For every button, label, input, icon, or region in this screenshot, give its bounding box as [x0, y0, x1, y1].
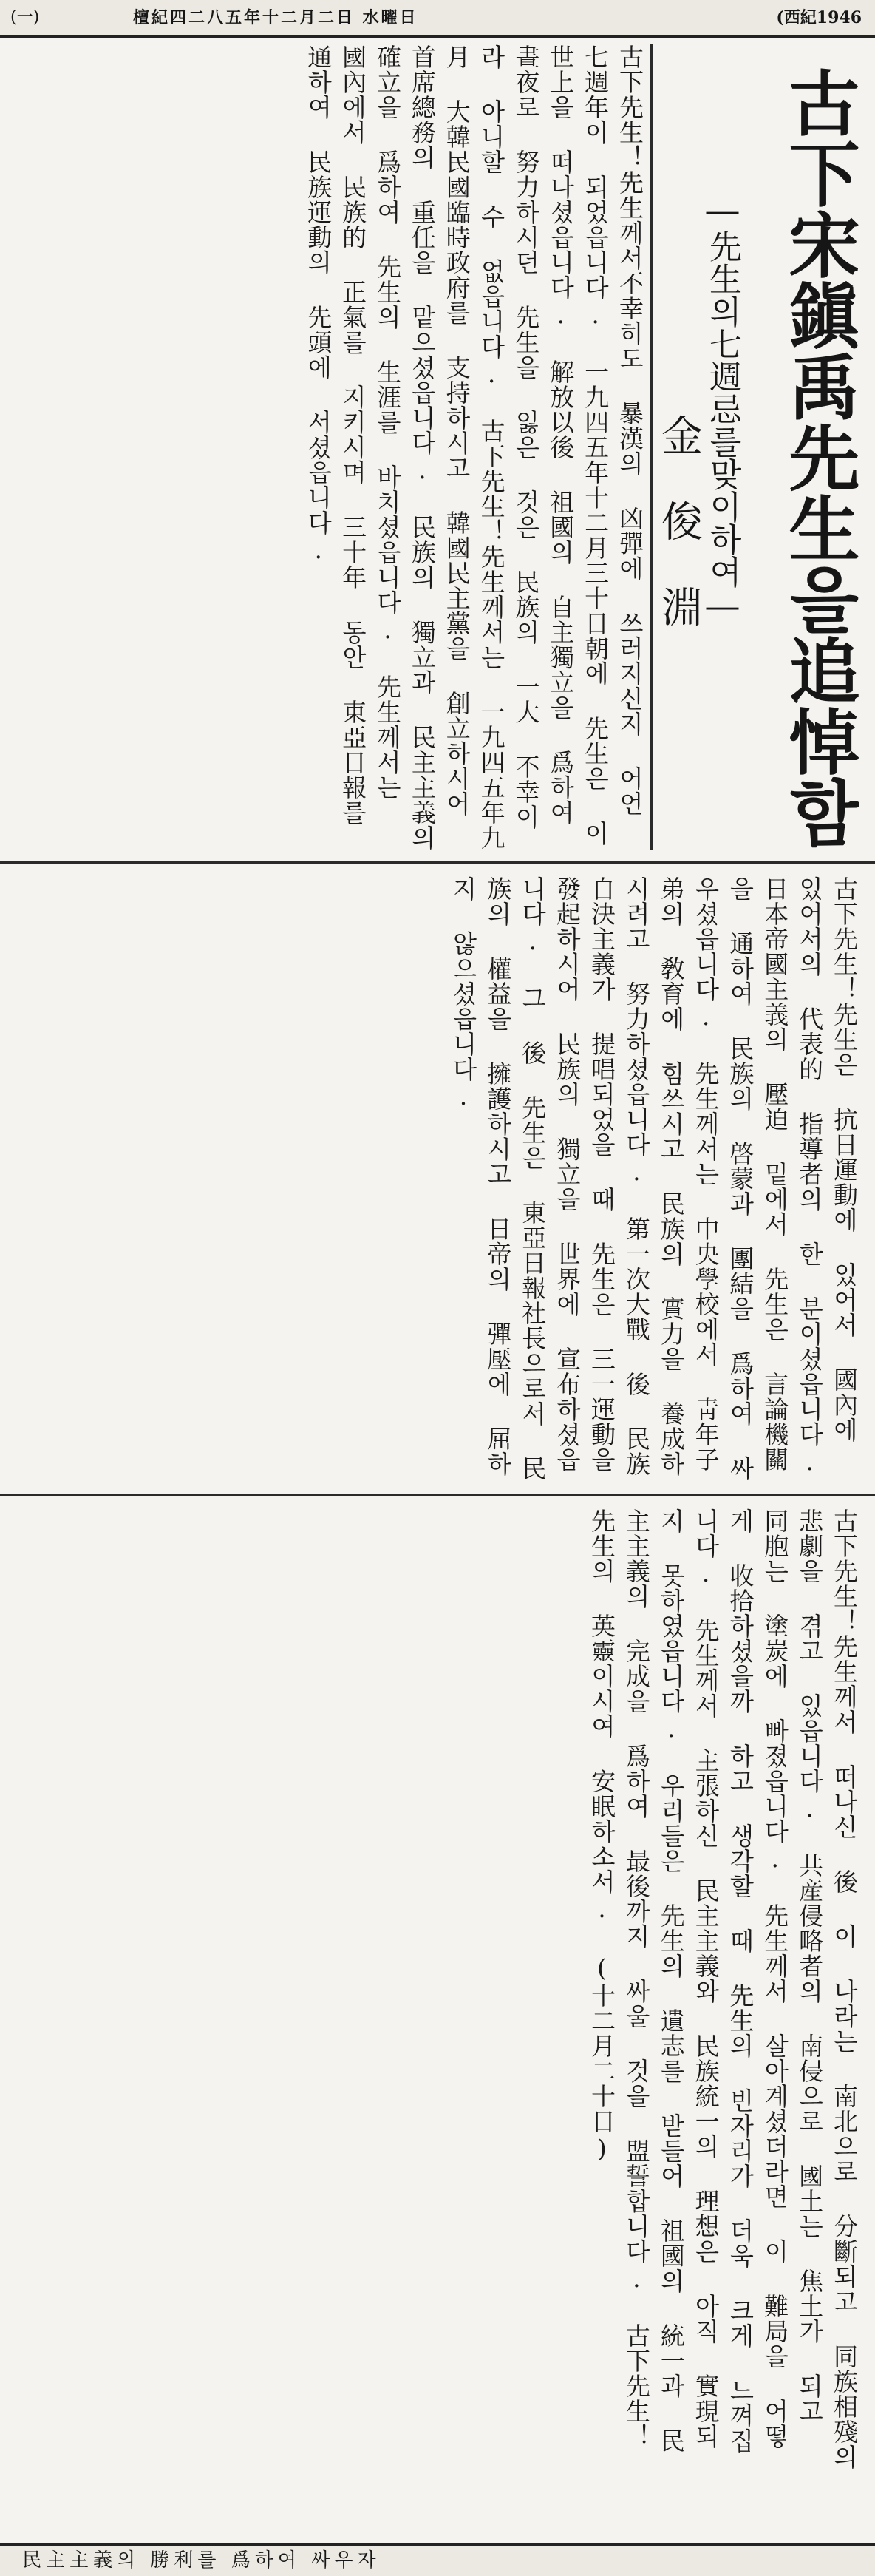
- article-author: 金俊淵: [655, 414, 703, 671]
- article-body-block-2: 古下先生！先生은 抗日運動에 있어서 國內에 있어서의 代表的 指導者의 한 분이셨읍니다. 日本帝國主義의 壓迫 밑에서 先生은 言論機關을 通하여 民族의 啓蒙과 團結을 爲하여 싸우셨읍니다. 先生께서는 中央學校에서 靑年子弟의 敎育에 힘쓰시고 民族의 實力을 養成하시려고 努力하셨읍니다. 第一次大戰 後 民族自決主義가 提唱되었을 때 先生은 三一運動을 發起하시어 民族의 獨立을 世界에 宣布하셨읍니다. 그 後 先生은 東亞日報社長으로서 民族의 權益을 擁護하시고 日帝의 彈壓에 屈하지 않으셨읍니다.: [449, 876, 859, 1481]
- footer-strip: [0, 2543, 875, 2576]
- article-body-block-3: 古下先生！先生께서 떠나신 後 이 나라는 南北으로 分斷되고 同族相殘의 悲劇을 겪고 있읍니다. 共産侵略者의 南侵으로 國土는 焦土가 되고 同胞는 塗炭에 빠졌읍니다. 先生께서 살아계셨더라면 이 難局을 어떻게 收拾하셨을까 하고 생각할 때 先生의 빈자리가 더욱 크게 느껴집니다. 先生께서 主張하신 民主主義와 民族統一의 理想은 아직 實現되지 못하였읍니다. 우리들은 先生의 遺志를 받들어 祖國의 統一과 民主主義의 完成을 爲하여 最後까지 싸울 것을 盟誓합니다. 古下先生！ 先生의 英靈이시여 安眠하소서. (十二月二十日): [587, 1508, 859, 2470]
- section-divider-1: [0, 861, 875, 864]
- article-title: 古下宋鎭禹先生을追悼함: [777, 67, 861, 847]
- issue-date: 檀紀四二八五年十二月二日 水曜日: [133, 8, 418, 27]
- masthead-strip: [0, 0, 875, 38]
- western-year: (西紀1946: [776, 8, 862, 27]
- footer-text: 民主主義의 勝利를 爲하여 싸우자: [22, 2549, 381, 2572]
- section-divider-2: [0, 1494, 875, 1496]
- title-divider: [650, 44, 653, 850]
- article-body-block-1: 古下先生！先生께서不幸히도 暴漢의 凶彈에 쓰러지신지 어언 七週年이 되었읍니다. 一九四五年十二月三十日朝에 先生은 이 世上을 떠나셨읍니다. 解放以後 祖國의 自主獨立을 爲하여 晝夜로 努力하시던 先生을 잃은 것은 民族의 一大 不幸이라 아니할 수 없읍니다. 古下先生！先生께서는 一九四五年九月 大韓民國臨時政府를 支持하시고 韓國民主黨을 創立하시어 首席總務의 重任을 맡으셨읍니다. 民族의 獨立과 民主主義의 確立을 爲하여 先生의 生涯를 바치셨읍니다. 先生께서는 國內에서 民族的 正氣를 지키시며 三十年 동안 東亞日報를 通하여 民族運動의 先頭에 서셨읍니다.: [304, 44, 644, 850]
- article-subtitle: ―先生의七週忌를맞이하여―: [704, 192, 741, 626]
- page-number: (一): [10, 8, 40, 27]
